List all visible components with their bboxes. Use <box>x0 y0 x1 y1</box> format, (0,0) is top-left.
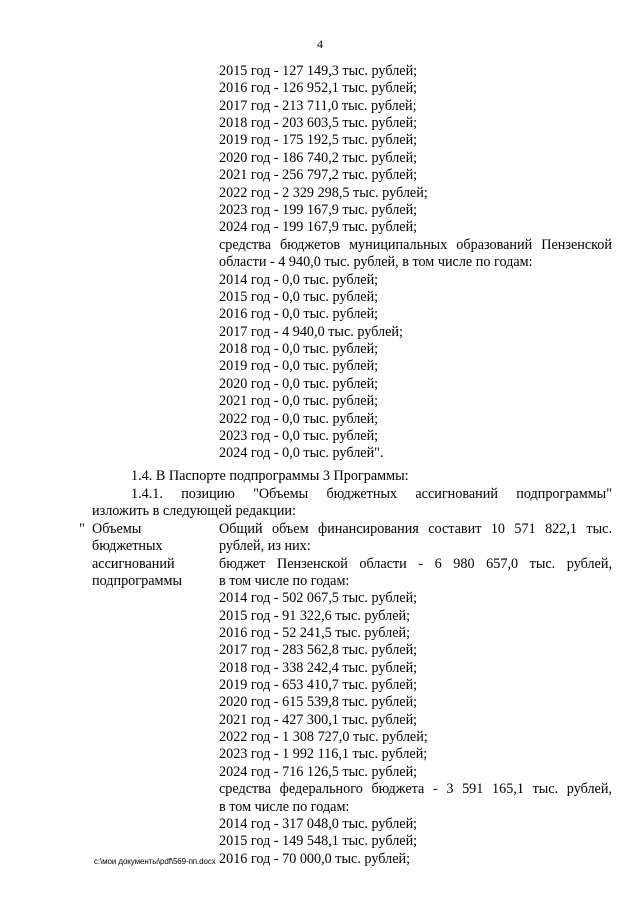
total-financing-line1: Общий объем финансирования составит 10 571 822,1 тыс. <box>219 521 612 537</box>
list-item: 2023 год - 0,0 тыс. рублей; <box>219 428 379 444</box>
left-cell-line: ассигнований <box>92 555 175 572</box>
left-cell-line: Объемы <box>92 521 142 537</box>
table-left-cell <box>92 521 202 591</box>
list-item: 2014 год - 502 067,5 тыс. рублей; <box>219 590 418 606</box>
list-item: 2019 год - 175 192,5 тыс. рублей; <box>219 132 418 148</box>
list-item: 2014 год - 317 048,0 тыс. рублей; <box>219 816 418 832</box>
list-item: 2022 год - 2 329 298,5 тыс. рублей; <box>219 185 428 201</box>
list-item: 2024 год - 716 126,5 тыс. рублей; <box>219 764 418 780</box>
list-item: 2018 год - 0,0 тыс. рублей; <box>219 341 379 357</box>
list-item: 2017 год - 283 562,8 тыс. рублей; <box>219 642 418 658</box>
list-item: 2015 год - 0,0 тыс. рублей; <box>219 289 379 305</box>
opening-quote: " <box>79 521 85 537</box>
list-item: 2017 год - 213 711,0 тыс. рублей; <box>219 98 417 114</box>
list-item: 2022 год - 1 308 727,0 тыс. рублей; <box>219 729 428 745</box>
regional-budget-line2: в том числе по годам: <box>219 573 350 589</box>
list-item: 2023 год - 199 167,9 тыс. рублей; <box>219 202 418 218</box>
list-item: 2024 год - 199 167,9 тыс. рублей; <box>219 219 418 235</box>
list-item: 2020 год - 615 539,8 тыс. рублей; <box>219 694 418 710</box>
list-item: 2017 год - 4 940,0 тыс. рублей; <box>219 324 403 340</box>
list-item: 2022 год - 0,0 тыс. рублей; <box>219 411 379 427</box>
list-item: 2024 год - 0,0 тыс. рублей". <box>219 445 384 461</box>
federal-budget-line2: в том числе по годам: <box>219 799 350 815</box>
list-item: 2018 год - 338 242,4 тыс. рублей; <box>219 660 418 676</box>
list-item: 2018 год - 203 603,5 тыс. рублей; <box>219 115 418 131</box>
list-item: 2016 год - 0,0 тыс. рублей; <box>219 306 379 322</box>
list-item: 2015 год - 149 548,1 тыс. рублей; <box>219 833 418 849</box>
list-item: 2021 год - 0,0 тыс. рублей; <box>219 393 379 409</box>
total-financing-line2: рублей, из них: <box>219 538 311 554</box>
federal-budget-line1: средства федерального бюджета - 3 591 165,1 тыс. рублей, <box>219 781 612 797</box>
list-item: 2019 год - 653 410,7 тыс. рублей; <box>219 677 418 693</box>
left-cell-line: бюджетных <box>92 538 163 555</box>
section-item-line2: изложить в следующей редакции: <box>92 503 296 519</box>
list-item: 2016 год - 126 952,1 тыс. рублей; <box>219 80 418 96</box>
municipal-heading-line1: средства бюджетов муниципальных образований Пензенской <box>219 237 612 253</box>
list-item: 2016 год - 52 241,5 тыс. рублей; <box>219 625 411 641</box>
page-number: 4 <box>317 37 323 51</box>
list-item: 2015 год - 91 322,6 тыс. рублей; <box>219 608 411 624</box>
section-heading: 1.4. В Паспорте подпрограммы 3 Программы: <box>131 468 409 484</box>
list-item: 2023 год - 1 992 116,1 тыс. рублей; <box>219 746 428 762</box>
left-cell-line: подпрограммы <box>92 573 182 590</box>
section-item-line1: 1.4.1. позицию "Объемы бюджетных ассигнований подпрограммы" <box>131 486 612 502</box>
list-item: 2020 год - 186 740,2 тыс. рублей; <box>219 150 418 166</box>
list-item: 2015 год - 127 149,3 тыс. рублей; <box>219 63 418 79</box>
list-item: 2019 год - 0,0 тыс. рублей; <box>219 358 379 374</box>
regional-budget-line1: бюджет Пензенской области - 6 980 657,0 тыс. рублей, <box>219 556 612 572</box>
list-item: 2014 год - 0,0 тыс. рублей; <box>219 272 379 288</box>
list-item: 2016 год - 70 000,0 тыс. рублей; <box>219 851 411 867</box>
list-item: 2021 год - 256 797,2 тыс. рублей; <box>219 167 418 183</box>
list-item: 2020 год - 0,0 тыс. рублей; <box>219 376 379 392</box>
footer-file-path: c:\мои документы\pdf\569-пп.docx <box>94 857 216 866</box>
municipal-heading-line2: области - 4 940,0 тыс. рублей, в том числе по годам: <box>219 254 533 270</box>
list-item: 2021 год - 427 300,1 тыс. рублей; <box>219 712 418 728</box>
